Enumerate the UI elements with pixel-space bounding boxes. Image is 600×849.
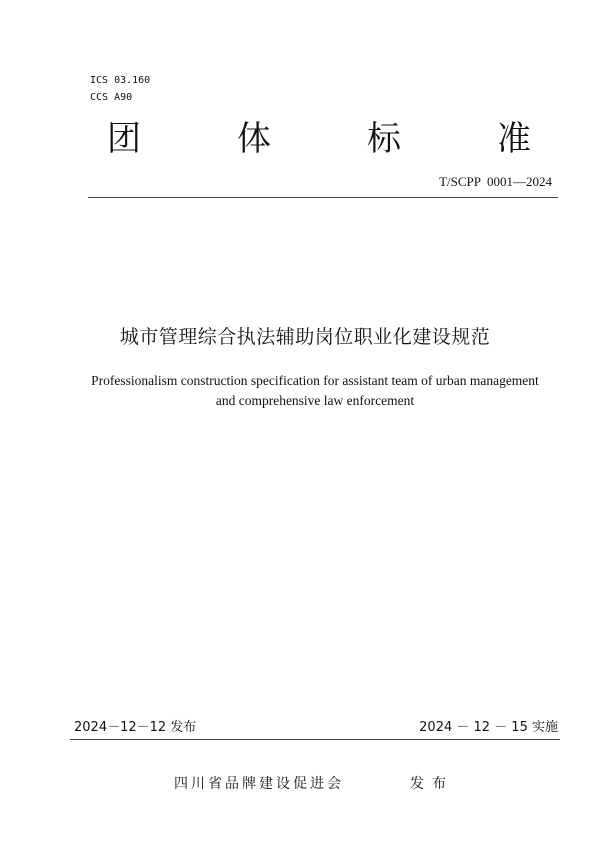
chinese-title: 城市管理综合执法辅助岗位职业化建设规范 [119, 326, 491, 348]
standard-type-char: 体 [237, 119, 271, 159]
top-divider [88, 197, 558, 198]
ics-code: ICS 03.160 [90, 75, 151, 86]
english-title [60, 371, 570, 411]
standard-type-char: 准 [497, 119, 531, 159]
issue-date: 2024－12－12 发布 [74, 720, 197, 735]
bottom-divider [70, 739, 560, 740]
english-title-line-1: Professionalism construction specification for assistant team of urban management [91, 373, 539, 388]
implementation-date: 2024 － 12 － 15 实施 [419, 720, 558, 735]
publisher-name: 四川省品牌建设促进会 [174, 776, 344, 792]
publish-label: 发布 [410, 776, 454, 792]
standard-type-char: 团 [107, 119, 141, 159]
standard-type-heading [104, 118, 534, 160]
standard-number: T/SCPP 0001—2024 [439, 174, 552, 189]
english-title-line-2: and comprehensive law enforcement [215, 393, 415, 408]
standard-type-char: 标 [367, 119, 401, 159]
ccs-code: CCS A90 [90, 92, 133, 103]
classification-codes [90, 72, 150, 106]
